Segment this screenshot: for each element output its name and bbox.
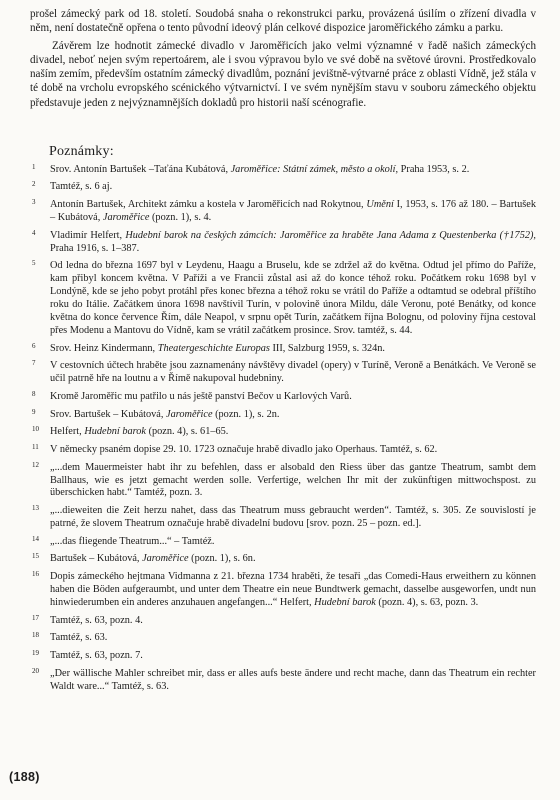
footnote-text: „...dieweiten die Zeit herzu nahet, dass das Theatrum muss gebraucht werden“. Tamtéž, s. 305. Ze souvislostí je patrné, že slovem Theatrum označuje hrabě divadelní budovu [srov. pozn. 25 – pozn. ed.]. (50, 505, 536, 530)
footnote-text: (pozn. 1), s. 2n. (212, 408, 280, 420)
footnote-text: I, 1953, s. 176 až 180. – Bartušek – Kubátová, (50, 199, 537, 223)
footnote-text: „Der wällische Mahler schreibet mir, dass er alles aufs beste ändere und recht mache, dann das Theatrum ein rechter Waldt ware...“ Tamtéž, s. 63. (50, 667, 536, 692)
footnote (30, 260, 536, 337)
footnote (30, 199, 536, 225)
footnote (30, 391, 536, 404)
footnote (30, 462, 536, 501)
footnote (30, 536, 536, 549)
footnote-text: Kromě Jaroměřic mu patřilo u nás ještě panství Bečov u Karlových Varů. (50, 390, 352, 402)
footnote-text: Antonín Bartušek, Architekt zámku a kostela v Jaroměřicích nad Rokytnou, (50, 199, 367, 211)
footnote-text: (pozn. 1), s. 4. (149, 211, 212, 223)
footnote-text: (pozn. 4), s. 61–65. (146, 426, 229, 438)
footnote (30, 444, 536, 457)
footnote-title-italic: Hudební barok (314, 596, 376, 608)
footnote (30, 571, 536, 610)
footnote-text: „...dem Mauermeister habt ihr zu befehlen, dass er alsobald den Riess über das gantze Theatrum, sambt dem Ballhaus, wie es jetzt gemacht werden solle. Verfertige, welchen Ihr mit der zukünftigen mittwochspost. zu überschicken habt.“ Tamtéž, pozn. 3. (50, 461, 536, 499)
footnote-number: 15 (32, 552, 39, 561)
footnote (30, 650, 536, 663)
footnote-number: 6 (32, 341, 36, 350)
footnote-number: 10 (32, 425, 39, 434)
footnote-text: Srov. Heinz Kindermann, (50, 342, 158, 354)
footnote-title-italic: Hudební barok (84, 426, 146, 438)
footnote-title-italic: Umění (366, 199, 394, 211)
footnote-text: Tamtéž, s. 6 aj. (50, 181, 113, 193)
footnote-number: 18 (32, 631, 39, 640)
footnote-number: 2 (32, 180, 36, 189)
footnote-number: 1 (32, 162, 36, 171)
footnote-text: (pozn. 1), s. 6n. (188, 553, 256, 565)
body-paragraph-1: prošel zámecký park od 18. století. Soudobá snaha o rekonstrukci parku, provázená úsilím o zřízení divadla v něm, není dostatečně opřena o tento původní ideový plán celkové dispozice jaroměřického zámku a parku. (30, 8, 536, 35)
footnote-title-italic: Hudební barok na českých zámcích: Jaroměřice za hraběte Jana Adama z Questenberka (†1752), (125, 229, 536, 241)
footnote-number: 3 (32, 198, 36, 207)
footnote-number: 19 (32, 649, 39, 658)
footnote-text: Dopis zámeckého hejtmana Vidmanna z 21. března 1734 hraběti, že tesaři „das Comedi-Haus erweithern zu können haben die Böden aufgeraumbt, und unter dem Theatre ein neue Bundtwerk gemacht, dasselbe ausgeworfen, undt nun hinwiederumben ein anderes anzuhauen angefangen...“ Helfert, (50, 571, 536, 608)
footnote-number: 4 (32, 228, 36, 237)
footnote-number: 9 (32, 407, 36, 416)
footnote (30, 505, 536, 531)
footnote-text: (pozn. 4), s. 63, pozn. 3. (375, 596, 479, 608)
footnote-number: 7 (32, 359, 36, 368)
footnote (30, 360, 536, 386)
body-paragraph-2: Závěrem lze hodnotit zámecké divadlo v Jaroměřicích jako velmi významné v řadě našich zámeckých divadel, neboť nejen svým repertoárem, ale i svou výpravou bylo ve své době na světové úrovni. Prostředkovalo naším zemím, především ostatním zámecký divadlům, poznání jevištně-výtvarné práce z oblasti Vídně, jež stála v té době na vrcholu evropského scénického výtvarnictví. I ve svém nynějším stavu v souboru zámeckého objektu představuje jeden z nejvýznamnějších dokladů pro historii naší scénografie. (30, 40, 536, 109)
footnote-number: 12 (32, 460, 39, 469)
footnote-title-italic: Theatergeschichte Europas (157, 342, 270, 354)
footnote (30, 230, 536, 256)
notes-heading: Poznámky: (49, 143, 114, 159)
footnote-text: Tamtéž, s. 63, pozn. 4. (50, 614, 143, 626)
page (30, 7, 536, 698)
footnote-number: 17 (32, 613, 39, 622)
page-number: (188) (9, 770, 40, 784)
footnote-text: Srov. Antonín Bartušek –Taťána Kubátová, (50, 163, 231, 175)
footnote-text: Tamtéž, s. 63. (50, 632, 108, 644)
footnote-text: Helfert, (50, 426, 85, 438)
footnote-text: Srov. Bartušek – Kubátová, (50, 408, 167, 420)
notes-list (30, 164, 536, 694)
footnote-number: 11 (32, 442, 39, 451)
footnote-title-italic: Jaroměřice (102, 211, 150, 223)
footnote-number: 20 (32, 666, 39, 675)
footnote-text: Od ledna do března 1697 byl v Leydenu, Haagu a Bruselu, kde se zdržel až do května. Odtud jel přímo do Paříže, kam přibyl koncem května. V Paříži a ve Francii zůstal asi až do konce téhož roku. Počátkem roku 1698 byl v Londýně, kde se jeho pobyt protáhl přes konec března a téhož roku se vrátil do Paříže a odtamtud se odebral příštího roku do Itálie. Začátkem února 1698 navštívil Turín, v polovině února Mildu, dále Veronu, poté Benátky, od konce května do konce července Řím, dále Neapol, v srpnu opět Turín, začátkem října Bolognu, od poloviny října cestoval přes Modenu a Mantovu do Vídně, kam se vrátil začátkem prosince. Srov. tamtéž, s. 44. (50, 260, 536, 336)
footnote (30, 615, 536, 628)
footnote-text: V německy psaném dopise 29. 10. 1723 označuje hrabě divadlo jako Operhaus. Tamtéž, s. 62. (50, 443, 438, 455)
footnote-number: 8 (32, 389, 36, 398)
footnote (30, 553, 536, 566)
footnote (30, 668, 536, 694)
footnote-title-italic: Jaroměřice (166, 408, 213, 420)
footnote-title-italic: Jaroměřice (142, 553, 189, 565)
footnote-text: Tamtéž, s. 63, pozn. 7. (50, 650, 143, 662)
footnote-text: V cestovních účtech hraběte jsou zaznamenány návštěvy divadel (opery) v Turíně, Veroně a Benátkách. Ve Veroně se učil patrně hře na loutnu a v Římě nakupoval hudebniny. (50, 360, 536, 385)
footnote-text: III, Salzburg 1959, s. 324n. (269, 342, 385, 354)
footnote (30, 164, 536, 177)
footnote (30, 632, 536, 645)
footnote-text: Praha 1916, s. 1–387. (50, 242, 140, 254)
footnote-text: Praha 1953, s. 2. (398, 163, 470, 175)
footnote (30, 181, 536, 194)
footnote-text: „...das fliegende Theatrum...“ – Tamtéž. (50, 535, 215, 547)
footnote-title-italic: Jaroměřice: Státní zámek, město a okolí, (230, 163, 399, 175)
footnote-number: 14 (32, 534, 39, 543)
footnote-number: 16 (32, 570, 39, 579)
footnote-number: 13 (32, 504, 39, 513)
footnote (30, 426, 536, 439)
footnote (30, 343, 536, 356)
footnote (30, 409, 536, 422)
footnote-number: 5 (32, 259, 36, 268)
footnote-text: Vladimír Helfert, (50, 229, 126, 241)
footnote-text: Bartušek – Kubátová, (50, 553, 143, 565)
